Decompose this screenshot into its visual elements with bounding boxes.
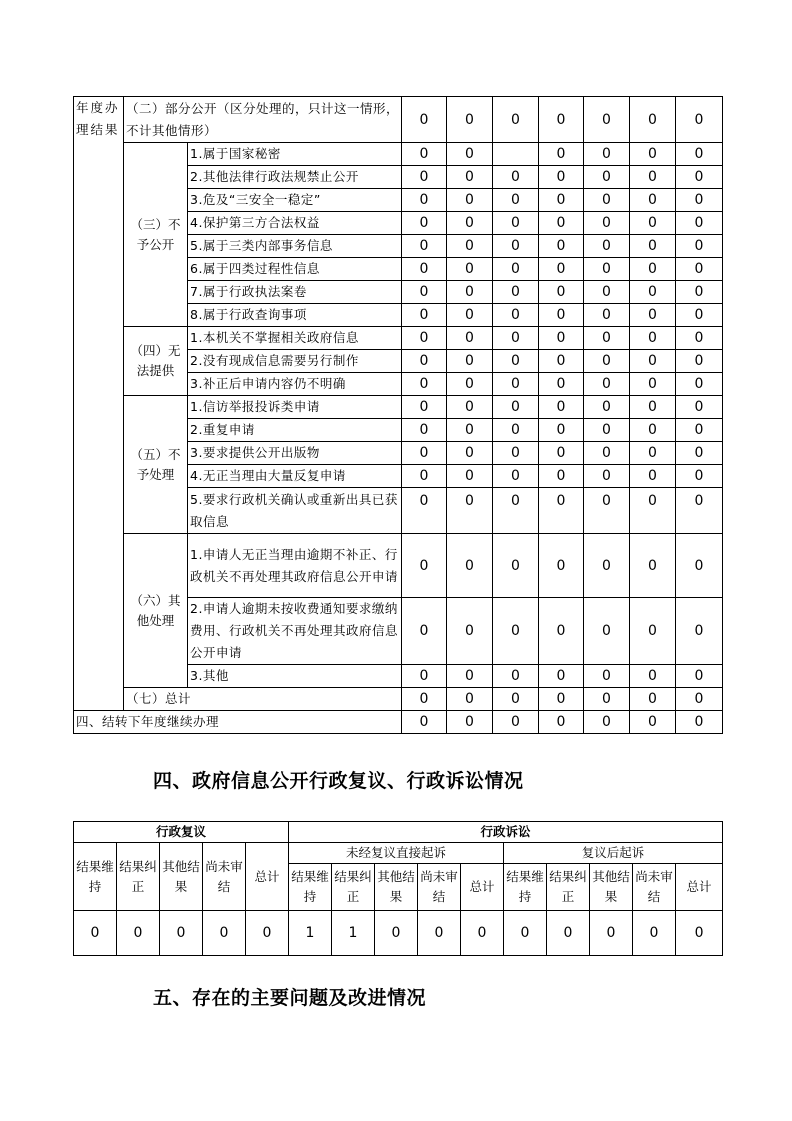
value-cell: 0 <box>539 711 584 734</box>
value-cell: 0 <box>447 396 493 419</box>
value-cell: 0 <box>461 911 504 956</box>
table-row <box>74 911 723 956</box>
value-cell: 0 <box>676 442 723 465</box>
value-cell: 0 <box>676 281 723 304</box>
value-cell: 0 <box>676 97 723 143</box>
value-cell: 0 <box>584 281 630 304</box>
value-cell: 0 <box>539 143 584 166</box>
value-cell: 0 <box>630 304 676 327</box>
value-cell: 0 <box>402 598 447 665</box>
value-cell: 0 <box>493 97 539 143</box>
value-cell: 0 <box>539 488 584 534</box>
value-cell: 0 <box>418 911 461 956</box>
value-cell: 0 <box>375 911 418 956</box>
value-cell: 0 <box>630 235 676 258</box>
value-cell: 0 <box>539 688 584 711</box>
value-cell: 0 <box>402 711 447 734</box>
request-handling-table <box>73 96 723 734</box>
table-row <box>74 97 723 143</box>
value-cell: 0 <box>493 189 539 212</box>
value-cell: 0 <box>447 534 493 598</box>
review-header: 行政复议 <box>74 822 289 843</box>
value-cell: 0 <box>676 534 723 598</box>
value-cell: 0 <box>584 396 630 419</box>
value-cell: 0 <box>539 373 584 396</box>
value-cell: 0 <box>630 373 676 396</box>
value-cell: 0 <box>630 665 676 688</box>
row-label: 3.要求提供公开出版物 <box>188 442 402 465</box>
value-cell: 0 <box>676 711 723 734</box>
value-cell: 0 <box>402 281 447 304</box>
after-review-col-header: 结果纠正 <box>547 864 590 911</box>
value-cell: 0 <box>630 488 676 534</box>
value-cell: 0 <box>630 396 676 419</box>
value-cell: 0 <box>676 327 723 350</box>
value-cell: 0 <box>584 189 630 212</box>
value-cell: 0 <box>447 327 493 350</box>
value-cell: 0 <box>590 911 633 956</box>
value-cell: 0 <box>493 327 539 350</box>
value-cell: 0 <box>539 327 584 350</box>
review-col-header: 总计 <box>246 843 289 911</box>
value-cell: 0 <box>539 665 584 688</box>
group-label: （五）不予处理 <box>124 396 188 534</box>
value-cell: 0 <box>584 373 630 396</box>
value-cell: 1 <box>332 911 375 956</box>
value-cell: 0 <box>493 665 539 688</box>
value-cell: 0 <box>447 350 493 373</box>
value-cell: 0 <box>630 598 676 665</box>
value-cell: 0 <box>493 350 539 373</box>
value-cell: 0 <box>74 911 117 956</box>
direct-col-header: 结果纠正 <box>332 864 375 911</box>
value-cell: 0 <box>676 166 723 189</box>
value-cell: 0 <box>447 189 493 212</box>
value-cell: 0 <box>402 189 447 212</box>
value-cell: 0 <box>676 419 723 442</box>
value-cell: 0 <box>539 235 584 258</box>
value-cell: 0 <box>493 442 539 465</box>
value-cell: 0 <box>539 396 584 419</box>
value-cell: 0 <box>402 373 447 396</box>
table-row <box>74 534 723 598</box>
value-cell: 0 <box>584 166 630 189</box>
value-cell: 0 <box>402 235 447 258</box>
value-cell: 0 <box>447 235 493 258</box>
table-row <box>74 396 723 419</box>
value-cell: 0 <box>447 258 493 281</box>
value-cell: 0 <box>584 465 630 488</box>
value-cell: 0 <box>539 258 584 281</box>
value-cell: 0 <box>539 534 584 598</box>
value-cell: 0 <box>676 465 723 488</box>
row-label: 4.保护第三方合法权益 <box>188 212 402 235</box>
value-cell: 0 <box>676 488 723 534</box>
value-cell: 0 <box>584 304 630 327</box>
value-cell: 0 <box>630 442 676 465</box>
value-cell: 0 <box>676 911 723 956</box>
value-cell: 0 <box>117 911 160 956</box>
row-label: 1.信访举报投诉类申请 <box>188 396 402 419</box>
value-cell: 0 <box>447 442 493 465</box>
after-review-col-header: 尚未审结 <box>633 864 676 911</box>
direct-suit-header: 未经复议直接起诉 <box>289 843 504 864</box>
value-cell: 0 <box>630 258 676 281</box>
value-cell: 0 <box>447 304 493 327</box>
value-cell: 0 <box>447 488 493 534</box>
value-cell: 0 <box>584 688 630 711</box>
review-col-header: 尚未审结 <box>203 843 246 911</box>
value-cell: 0 <box>584 258 630 281</box>
value-cell: 0 <box>447 166 493 189</box>
value-cell: 0 <box>402 327 447 350</box>
value-cell: 0 <box>584 350 630 373</box>
value-cell: 0 <box>402 212 447 235</box>
value-cell: 0 <box>160 911 203 956</box>
value-cell: 0 <box>539 465 584 488</box>
value-cell: 0 <box>539 598 584 665</box>
row-label: 6.属于四类过程性信息 <box>188 258 402 281</box>
value-cell: 0 <box>584 419 630 442</box>
value-cell: 0 <box>539 350 584 373</box>
value-cell: 0 <box>447 212 493 235</box>
value-cell: 0 <box>402 465 447 488</box>
value-cell: 0 <box>246 911 289 956</box>
value-cell: 1 <box>289 911 332 956</box>
value-cell: 0 <box>493 419 539 442</box>
value-cell: 0 <box>402 97 447 143</box>
value-cell: 0 <box>402 419 447 442</box>
section-5-title: 五、存在的主要问题及改进情况 <box>153 987 427 1009</box>
value-cell: 0 <box>676 212 723 235</box>
value-cell: 0 <box>630 281 676 304</box>
value-cell: 0 <box>584 534 630 598</box>
row-label: （二）部分公开（区分处理的，只计这一情形，不计其他情形） <box>124 97 402 143</box>
value-cell: 0 <box>447 665 493 688</box>
direct-col-header: 结果维持 <box>289 864 332 911</box>
value-cell: 0 <box>447 711 493 734</box>
value-cell: 0 <box>633 911 676 956</box>
table-row <box>74 143 723 166</box>
value-cell: 0 <box>493 235 539 258</box>
value-cell: 0 <box>676 688 723 711</box>
value-cell: 0 <box>676 258 723 281</box>
table-row <box>74 711 723 734</box>
value-cell: 0 <box>630 143 676 166</box>
value-cell: 0 <box>539 212 584 235</box>
row-label: 8.属于行政查询事项 <box>188 304 402 327</box>
value-cell: 0 <box>630 419 676 442</box>
value-cell: 0 <box>402 143 447 166</box>
value-cell: 0 <box>539 442 584 465</box>
value-cell: 0 <box>584 97 630 143</box>
value-cell: 0 <box>493 396 539 419</box>
value-cell: 0 <box>630 189 676 212</box>
value-cell: 0 <box>539 166 584 189</box>
value-cell: 0 <box>539 97 584 143</box>
value-cell: 0 <box>402 396 447 419</box>
value-cell: 0 <box>447 373 493 396</box>
value-cell: 0 <box>630 212 676 235</box>
value-cell: 0 <box>493 711 539 734</box>
value-cell: 0 <box>584 327 630 350</box>
table-row <box>74 327 723 350</box>
row-label: （七）总计 <box>124 688 402 711</box>
value-cell: 0 <box>630 711 676 734</box>
row-label: 2.重复申请 <box>188 419 402 442</box>
group-label: （四）无法提供 <box>124 327 188 396</box>
row-label: 5.属于三类内部事务信息 <box>188 235 402 258</box>
value-cell: 0 <box>584 488 630 534</box>
value-cell: 0 <box>630 350 676 373</box>
value-cell: 0 <box>447 281 493 304</box>
row-label: 3.其他 <box>188 665 402 688</box>
value-cell: 0 <box>493 688 539 711</box>
value-cell: 0 <box>402 665 447 688</box>
review-col-header: 其他结果 <box>160 843 203 911</box>
row-label: 2.其他法律行政法规禁止公开 <box>188 166 402 189</box>
value-cell: 0 <box>493 598 539 665</box>
table-row <box>74 688 723 711</box>
value-cell: 0 <box>402 258 447 281</box>
row-label: 7.属于行政执法案卷 <box>188 281 402 304</box>
value-cell: 0 <box>203 911 246 956</box>
row-label: 3.危及“三安全一稳定” <box>188 189 402 212</box>
value-cell: 0 <box>584 143 630 166</box>
row-label: 1.申请人无正当理由逾期不补正、行政机关不再处理其政府信息公开申请 <box>188 534 402 598</box>
value-cell: 0 <box>676 598 723 665</box>
value-cell: 0 <box>402 442 447 465</box>
value-cell: 0 <box>493 281 539 304</box>
value-cell: 0 <box>584 665 630 688</box>
review-col-header: 结果纠正 <box>117 843 160 911</box>
value-cell: 0 <box>493 166 539 189</box>
row-label: 1.属于国家秘密 <box>188 143 402 166</box>
value-cell: 0 <box>493 212 539 235</box>
value-cell: 0 <box>447 143 493 166</box>
value-cell: 0 <box>676 235 723 258</box>
value-cell: 0 <box>493 465 539 488</box>
after-review-suit-header: 复议后起诉 <box>504 843 723 864</box>
value-cell: 0 <box>447 598 493 665</box>
row-label: 1.本机关不掌握相关政府信息 <box>188 327 402 350</box>
value-cell: 0 <box>676 304 723 327</box>
value-cell: 0 <box>493 534 539 598</box>
direct-col-header: 其他结果 <box>375 864 418 911</box>
value-cell: 0 <box>447 465 493 488</box>
value-cell: 0 <box>584 212 630 235</box>
value-cell: 0 <box>402 350 447 373</box>
value-cell: 0 <box>547 911 590 956</box>
value-cell: 0 <box>676 665 723 688</box>
value-cell: 0 <box>630 327 676 350</box>
value-cell: 0 <box>402 166 447 189</box>
section-label: 年度办理结果 <box>74 97 124 711</box>
value-cell: 0 <box>539 304 584 327</box>
section-4-title: 四、政府信息公开行政复议、行政诉讼情况 <box>153 770 524 792</box>
value-cell: 0 <box>447 97 493 143</box>
after-review-col-header: 结果维持 <box>504 864 547 911</box>
value-cell: 0 <box>676 143 723 166</box>
value-cell: 0 <box>402 304 447 327</box>
row-label: 5.要求行政机关确认或重新出具已获取信息 <box>188 488 402 534</box>
value-cell: 0 <box>676 350 723 373</box>
value-cell: 0 <box>493 258 539 281</box>
review-litigation-table <box>73 821 723 956</box>
after-review-col-header: 总计 <box>676 864 723 911</box>
review-col-header: 结果维持 <box>74 843 117 911</box>
value-cell: 0 <box>402 688 447 711</box>
value-cell: 0 <box>584 442 630 465</box>
row-label: 3.补正后申请内容仍不明确 <box>188 373 402 396</box>
value-cell: 0 <box>447 688 493 711</box>
value-cell: 0 <box>539 189 584 212</box>
carry-over-label: 四、结转下年度继续办理 <box>74 711 402 734</box>
value-cell <box>493 143 539 166</box>
row-label: 2.没有现成信息需要另行制作 <box>188 350 402 373</box>
value-cell: 0 <box>493 373 539 396</box>
row-label: 4.无正当理由大量反复申请 <box>188 465 402 488</box>
direct-col-header: 总计 <box>461 864 504 911</box>
value-cell: 0 <box>493 304 539 327</box>
value-cell: 0 <box>630 97 676 143</box>
value-cell: 0 <box>493 488 539 534</box>
value-cell: 0 <box>402 534 447 598</box>
value-cell: 0 <box>539 419 584 442</box>
value-cell: 0 <box>630 465 676 488</box>
value-cell: 0 <box>402 488 447 534</box>
value-cell: 0 <box>584 235 630 258</box>
value-cell: 0 <box>630 166 676 189</box>
value-cell: 0 <box>630 534 676 598</box>
value-cell: 0 <box>584 598 630 665</box>
value-cell: 0 <box>504 911 547 956</box>
value-cell: 0 <box>584 711 630 734</box>
value-cell: 0 <box>676 189 723 212</box>
row-label: 2.申请人逾期未按收费通知要求缴纳费用、行政机关不再处理其政府信息公开申请 <box>188 598 402 665</box>
value-cell: 0 <box>676 396 723 419</box>
litigation-header: 行政诉讼 <box>289 822 723 843</box>
value-cell: 0 <box>630 688 676 711</box>
value-cell: 0 <box>539 281 584 304</box>
value-cell: 0 <box>676 373 723 396</box>
after-review-col-header: 其他结果 <box>590 864 633 911</box>
value-cell: 0 <box>447 419 493 442</box>
group-label: （三）不予公开 <box>124 143 188 327</box>
direct-col-header: 尚未审结 <box>418 864 461 911</box>
group-label: （六）其他处理 <box>124 534 188 688</box>
